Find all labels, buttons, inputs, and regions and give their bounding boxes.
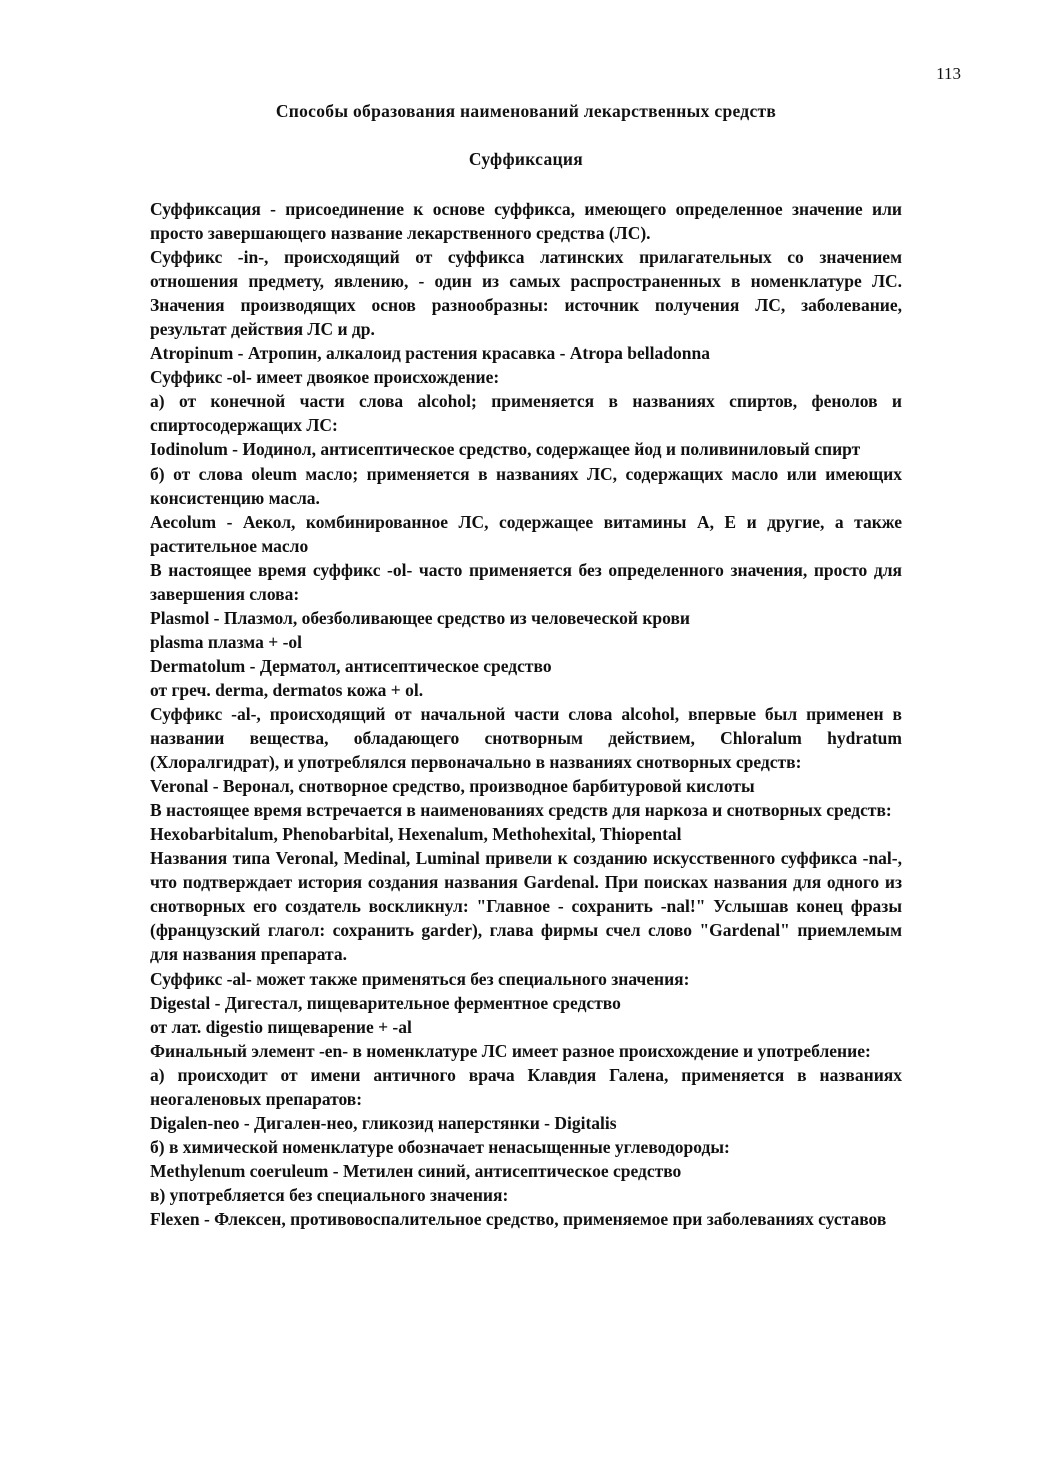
- example-line: Flexen - Флексен, противовоспалительное средство, применяемое при заболеваниях суставов: [150, 1208, 887, 1229]
- paragraph: Суффиксация - присоединение к основе суффикса, имеющего определенное значение или просто завершающего название лекарственного средства (ЛС).: [150, 199, 902, 244]
- section-heading: Суффиксация: [468, 149, 584, 169]
- paragraph: а) от конечной части слова alcohol; применяется в названиях спиртов, фенолов и спиртосодержащих ЛС:: [150, 391, 902, 436]
- example-line: Iodinolum - Иодинол, антисептическое средство, содержащее йод и поливиниловый спирт: [150, 439, 861, 460]
- paragraph: Финальный элемент -en- в номенклатуре ЛС имеет разное происхождение и употребление:: [150, 1040, 871, 1061]
- example-line: Plasmol - Плазмол, обезболивающее средство из человеческой крови: [150, 607, 690, 628]
- example-line: Veronal - Веронал, снотворное средство, производное барбитуровой кислоты: [150, 776, 755, 797]
- example-line: Dermatolum - Дерматол, антисептическое средство: [150, 655, 552, 676]
- paragraph: В настоящее время встречается в наименованиях средств для наркоза и снотворных средств:: [150, 800, 892, 821]
- example-line: Digalen-neo - Дигален-нео, гликозид наперстянки - Digitalis: [150, 1112, 617, 1133]
- paragraph: В настоящее время суффикс -ol- часто применяется без определенного значения, просто для завершения слова:: [150, 559, 902, 604]
- paragraph: в) употребляется без специального значения:: [150, 1184, 509, 1205]
- paragraph: а) происходит от имени античного врача Клавдия Галена, применяется в названиях неогаленовых препаратов:: [150, 1064, 902, 1109]
- page-number: 113: [936, 64, 961, 83]
- example-list: Hexobarbitalum, Phenobarbital, Hexenalum, Methohexital, Thiopental: [150, 824, 682, 845]
- paragraph: Суффикс -al- может также применяться без специального значения:: [150, 968, 690, 989]
- document-body: [150, 197, 902, 1231]
- paragraph: Суффикс -in-, происходящий от суффикса латинских прилагательных со значением отношения предмету, явлению, - один из самых распространенных в номенклатуре ЛС. Значения производящих основ разнообразны: источник получения ЛС, заболевание, результат действия ЛС и др.: [150, 247, 902, 340]
- paragraph: Суффикс -ol- имеет двоякое происхождение:: [150, 367, 500, 388]
- etymology-line: от лат. digestio пищеварение + -al: [150, 1016, 412, 1037]
- document-title: Способы образования наименований лекарственных средств: [275, 101, 777, 121]
- example-line: Methylenum coeruleum - Метилен синий, антисептическое средство: [150, 1160, 682, 1181]
- example-line: Digestal - Дигестал, пищеварительное ферментное средство: [150, 992, 621, 1013]
- example-line: Aecolum - Аекол, комбинированное ЛС, содержащее витамины А, Е и другие, а также растительное масло: [150, 511, 902, 556]
- etymology-line: plasma плазма + -ol: [150, 631, 303, 652]
- paragraph: б) от слова oleum масло; применяется в названиях ЛС, содержащих масло или имеющих консистенцию масла.: [150, 463, 902, 508]
- paragraph: Суффикс -al-, происходящий от начальной части слова alcohol, впервые был применен в названии вещества, обладающего снотворным действием, Chloralum hydratum (Хлоралгидрат), и употреблялся первоначально в названиях снотворных средств:: [150, 703, 902, 773]
- example-line: Atropinum - Атропин, алкалоид растения красавка - Atropa belladonna: [150, 343, 710, 364]
- paragraph: Названия типа Veronal, Medinal, Luminal привели к созданию искусственного суффикса -nal-, что подтверждает история создания названия Gardenal. При поисках названия для одного из снотворных его создатель воскликнул: "Главное - сохранить -nal!" Услышав конец фразы (французский глагол: сохранить garder), глава фирмы счел слово "Gardenal" приемлемым для названия препарата.: [150, 848, 902, 965]
- paragraph: б) в химической номенклатуре обозначает ненасыщенные углеводороды:: [150, 1136, 730, 1157]
- etymology-line: от греч. derma, dermatos кожа + ol.: [150, 679, 424, 700]
